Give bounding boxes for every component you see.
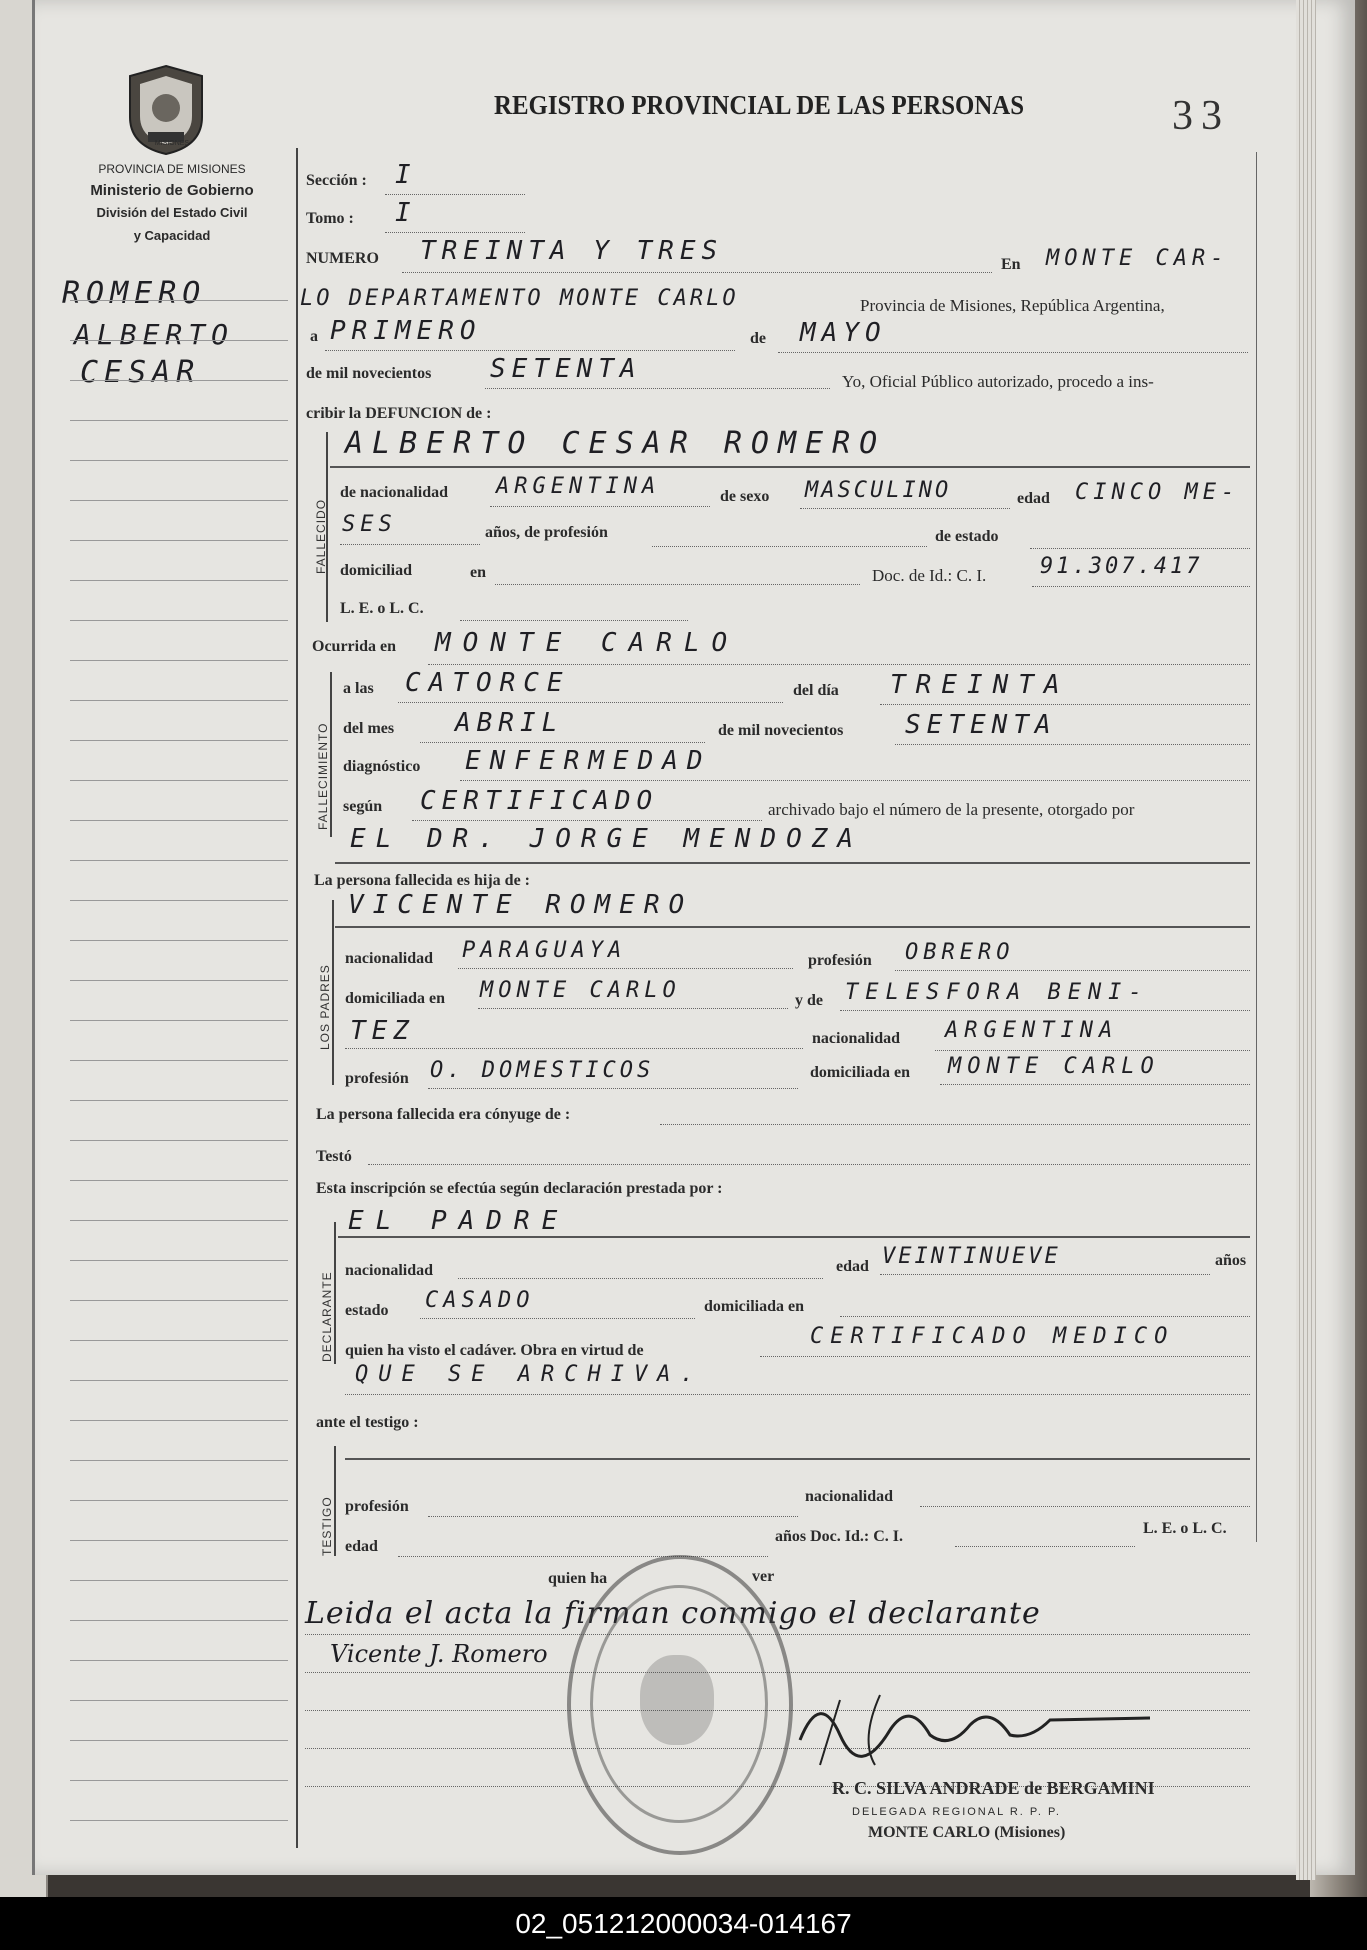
value-padre-domicilio: MONTE CARLO — [480, 978, 681, 1003]
label-en2: en — [470, 564, 486, 581]
margin-rule — [70, 1140, 288, 1141]
value-obra-2: QUE SE ARCHIVA. — [355, 1362, 704, 1387]
margin-rule — [70, 540, 288, 541]
value-madre-domicilio: MONTE CARLO — [948, 1054, 1160, 1079]
label-de: de — [750, 330, 766, 347]
label-del-mes: del mes — [343, 720, 395, 737]
label-de-estado: de estado — [935, 528, 999, 545]
label-tomo: Tomo : — [306, 210, 354, 227]
field-line — [458, 968, 793, 969]
field-line — [478, 1008, 788, 1009]
label-ante-testigo: ante el testigo : — [316, 1414, 419, 1431]
label-edad2: edad — [836, 1258, 869, 1275]
field-line — [412, 820, 762, 821]
official-seal-emblem — [640, 1655, 714, 1745]
value-seccion: I — [395, 160, 417, 190]
label-testo: Testó — [316, 1148, 352, 1165]
cursive-closing-2: Vicente J. Romero — [330, 1640, 548, 1668]
label-inscripcion: Esta inscripción se efectúa según declaración prestada por : — [316, 1180, 723, 1197]
section-bracket — [334, 1222, 336, 1364]
margin-rule — [70, 1180, 288, 1181]
label-a-las: a las — [343, 680, 374, 697]
label-ver: ver — [752, 1568, 775, 1585]
capacity-line: y Capacidad — [133, 228, 211, 243]
margin-rule — [70, 1420, 288, 1421]
field-line — [428, 1516, 798, 1517]
margin-divider — [296, 148, 298, 1848]
value-en-place: MONTE CAR- — [1046, 246, 1229, 271]
label-edad3: edad — [345, 1538, 378, 1555]
value-madre-profesion: O. DOMESTICOS — [430, 1058, 655, 1083]
label-a: a — [310, 328, 318, 345]
margin-rule — [70, 1460, 288, 1461]
side-label-testigo: TESTIGO — [320, 1496, 334, 1556]
label-nacionalidad3: nacionalidad — [345, 1262, 434, 1279]
field-line — [420, 1318, 695, 1319]
value-nacionalidad: ARGENTINA — [496, 474, 661, 499]
label-anos-profesion: años, de profesión — [485, 524, 608, 541]
value-numero: TREINTA Y TRES — [420, 236, 724, 266]
margin-rule — [70, 700, 288, 701]
margin-rule — [70, 980, 288, 981]
field-line — [955, 1546, 1135, 1547]
label-profesion3: profesión — [345, 1498, 409, 1515]
label-anos: años — [1215, 1252, 1247, 1269]
field-line — [325, 350, 735, 351]
signature-icon — [780, 1680, 1160, 1770]
margin-rule — [70, 660, 288, 661]
field-line — [1030, 548, 1250, 549]
side-label-fallecido: FALLECIDO — [314, 498, 328, 574]
section-bracket — [332, 900, 334, 1085]
margin-rule — [70, 940, 288, 941]
field-line — [940, 1084, 1250, 1085]
label-ocurrida: Ocurrida en — [312, 638, 396, 655]
value-tomo: I — [395, 198, 417, 228]
field-line — [345, 1048, 803, 1049]
label-en: En — [1001, 256, 1021, 273]
page-stack-edge — [1296, 0, 1316, 1880]
field-line — [458, 1278, 823, 1279]
field-line — [338, 1236, 1250, 1238]
officer-place: MONTE CARLO (Misiones) — [868, 1824, 1066, 1841]
label-seccion: Sección : — [306, 172, 367, 189]
field-line — [660, 1124, 1250, 1125]
margin-rule — [70, 1100, 288, 1101]
field-line — [345, 1458, 1250, 1460]
side-label-declarante: DECLARANTE — [320, 1271, 334, 1362]
margin-rule — [70, 620, 288, 621]
value-dia: PRIMERO — [330, 316, 482, 346]
label-nacionalidad2: nacionalidad — [812, 1030, 901, 1047]
label-le-lc2: L. E. o L. C. — [1143, 1520, 1227, 1537]
margin-rule — [70, 420, 288, 421]
margin-rule — [70, 820, 288, 821]
margin-rule — [70, 1740, 288, 1741]
field-line — [895, 744, 1250, 745]
value-segun: CERTIFICADO — [420, 786, 659, 816]
value-dia-fallecimiento: TREINTA — [890, 670, 1070, 700]
field-line — [895, 970, 1250, 971]
label-de-nacionalidad: de nacionalidad — [340, 484, 449, 501]
value-departamento: LO DEPARTAMENTO MONTE CARLO — [300, 286, 739, 311]
value-padre: VICENTE ROMERO — [348, 890, 694, 920]
label-yo: Yo, Oficial Público autorizado, procedo a ins- — [842, 372, 1154, 391]
value-hora: CATORCE — [405, 668, 571, 698]
margin-rule — [70, 900, 288, 901]
label-quien-ha: quien ha — [548, 1570, 608, 1587]
ministry-line: Ministerio de Gobierno — [90, 182, 254, 199]
field-line — [1032, 586, 1250, 587]
section-bracket — [330, 672, 332, 837]
margin-rule — [70, 860, 288, 861]
margin-rule — [70, 1220, 288, 1221]
label-diagnostico: diagnóstico — [343, 758, 421, 775]
field-line — [340, 544, 480, 545]
field-line — [385, 194, 525, 195]
margin-firstname: ALBERTO — [74, 318, 235, 351]
margin-rule — [70, 1020, 288, 1021]
margin-rule — [70, 1780, 288, 1781]
value-anio-fallecimiento: SETENTA — [905, 710, 1057, 740]
field-line — [460, 620, 688, 621]
label-nacionalidad: nacionalidad — [345, 950, 434, 967]
field-line — [920, 1506, 1250, 1507]
value-otorgado-por: EL DR. JORGE MENDOZA — [350, 824, 864, 854]
label-doc: Doc. de Id.: C. I. — [872, 566, 987, 585]
label-cribir: cribir la DEFUNCION de : — [306, 405, 492, 422]
margin-rule — [70, 340, 288, 341]
value-declarante: EL PADRE — [348, 1206, 570, 1236]
crest-caption: MISIONES — [154, 140, 190, 147]
field-line — [385, 232, 525, 233]
label-domiciliada-en2: domiciliada en — [810, 1064, 911, 1081]
division-line: División del Estado Civil — [96, 205, 248, 220]
field-line — [335, 926, 1250, 928]
field-line — [398, 702, 783, 703]
margin-rule — [70, 460, 288, 461]
field-line — [490, 506, 710, 507]
field-line — [495, 584, 860, 585]
value-padre-profesion: OBRERO — [905, 940, 1015, 965]
value-mes: MAYO — [800, 318, 887, 348]
field-line — [335, 862, 1250, 864]
section-bracket — [334, 1446, 336, 1556]
margin-rule — [70, 1700, 288, 1701]
label-y-de: y de — [795, 992, 823, 1009]
label-cadaver: quien ha visto el cadáver. Obra en virtud de — [345, 1342, 644, 1359]
label-le-lc: L. E. o L. C. — [340, 600, 424, 617]
field-line — [935, 1050, 1250, 1051]
label-de-sexo: de sexo — [720, 488, 770, 505]
value-edad-1: CINCO ME- — [1075, 480, 1240, 505]
value-madre-1: TELESFORA BENI- — [845, 980, 1149, 1005]
cursive-closing-1: Leida el acta la firman conmigo el declarante — [305, 1596, 1041, 1631]
margin-rule — [70, 1500, 288, 1501]
margin-rule — [70, 500, 288, 501]
label-hija-de: La persona fallecida es hija de : — [314, 872, 530, 889]
field-line — [652, 546, 927, 547]
margin-surname: ROMERO — [62, 276, 207, 311]
margin-rule — [70, 1820, 288, 1821]
margin-rule — [70, 1340, 288, 1341]
field-line — [880, 1274, 1210, 1275]
margin-rule — [70, 1300, 288, 1301]
field-line — [840, 1316, 1250, 1317]
name-line — [330, 466, 1250, 468]
field-line — [398, 1556, 768, 1557]
margin-rule — [70, 1060, 288, 1061]
value-madre-nacionalidad: ARGENTINA — [945, 1018, 1119, 1043]
value-doc-id: 91.307.417 — [1040, 554, 1203, 579]
label-conyuge: La persona fallecida era cónyuge de : — [316, 1106, 571, 1123]
label-domiciliada-en3: domiciliada en — [704, 1298, 805, 1315]
field-line — [402, 272, 992, 273]
value-edad-2: SES — [342, 512, 397, 537]
value-nombre: ALBERTO CESAR ROMERO — [345, 426, 887, 461]
label-domiciliada-en: domiciliada en — [345, 990, 446, 1007]
right-border — [1256, 152, 1257, 1542]
field-line — [345, 1394, 1250, 1395]
value-padre-nacionalidad: PARAGUAYA — [462, 938, 627, 963]
field-line — [880, 704, 1250, 705]
page-title: REGISTRO PROVINCIAL DE LAS PERSONAS — [494, 90, 1025, 120]
province-line: PROVINCIA DE MISIONES — [98, 162, 246, 176]
margin-rule — [70, 1540, 288, 1541]
value-diagnostico: ENFERMEDAD — [465, 746, 712, 776]
field-line — [428, 664, 1250, 665]
margin-rule — [70, 1660, 288, 1661]
margin-rule — [70, 740, 288, 741]
label-de-mil2: de mil novecientos — [718, 722, 844, 739]
margin-rule — [70, 1260, 288, 1261]
officer-role: DELEGADA REGIONAL R. P. P. — [852, 1806, 1061, 1818]
label-profesion2: profesión — [345, 1070, 409, 1087]
value-mes-fallecimiento: ABRIL — [455, 708, 564, 738]
value-obra-1: CERTIFICADO MEDICO — [810, 1324, 1175, 1349]
label-segun: según — [343, 798, 383, 815]
label-anos-doc: años Doc. Id.: C. I. — [775, 1528, 904, 1545]
value-madre-2: TEZ — [350, 1016, 415, 1046]
label-edad: edad — [1017, 490, 1050, 507]
margin-middlename: CESAR — [80, 355, 201, 390]
field-line — [760, 1356, 1250, 1357]
value-anio: SETENTA — [490, 354, 642, 384]
label-numero: NUMERO — [306, 250, 379, 267]
margin-rule — [70, 780, 288, 781]
field-line — [428, 1088, 798, 1089]
field-line — [840, 1010, 1250, 1011]
field-line — [420, 742, 705, 743]
margin-rule — [70, 1580, 288, 1581]
officer-name: R. C. SILVA ANDRADE de BERGAMINI — [832, 1778, 1155, 1798]
value-ocurrida: MONTE CARLO — [435, 628, 740, 658]
label-domiciliad: domiciliad — [340, 562, 413, 579]
label-provincia: Provincia de Misiones, República Argentina, — [860, 296, 1165, 315]
margin-rule — [70, 580, 288, 581]
value-declarante-estado: CASADO — [425, 1288, 535, 1313]
margin-rule — [70, 1620, 288, 1621]
field-line — [368, 1164, 1250, 1165]
label-de-mil: de mil novecientos — [306, 365, 432, 382]
field-line — [485, 388, 830, 389]
label-estado: estado — [345, 1302, 389, 1319]
page-number: 33 — [1172, 93, 1230, 139]
side-label-padres: LOS PADRES — [318, 964, 332, 1050]
label-archivado: archivado bajo el número de la presente, otorgado por — [768, 800, 1135, 819]
value-declarante-edad: VEINTINUEVE — [882, 1244, 1061, 1269]
field-line — [778, 352, 1248, 353]
margin-rule — [70, 1380, 288, 1381]
field-line — [800, 508, 1010, 509]
margin-rule — [70, 300, 288, 301]
margin-rule — [70, 380, 288, 381]
image-id-footer: 02_051212000034-014167 — [0, 1897, 1367, 1950]
value-sexo: MASCULINO — [805, 478, 952, 503]
label-del-dia: del día — [793, 682, 839, 699]
field-line — [460, 780, 1250, 781]
label-nacionalidad4: nacionalidad — [805, 1488, 894, 1505]
side-label-fallecimiento: FALLECIMIENTO — [316, 722, 330, 830]
label-profesion: profesión — [808, 952, 872, 969]
